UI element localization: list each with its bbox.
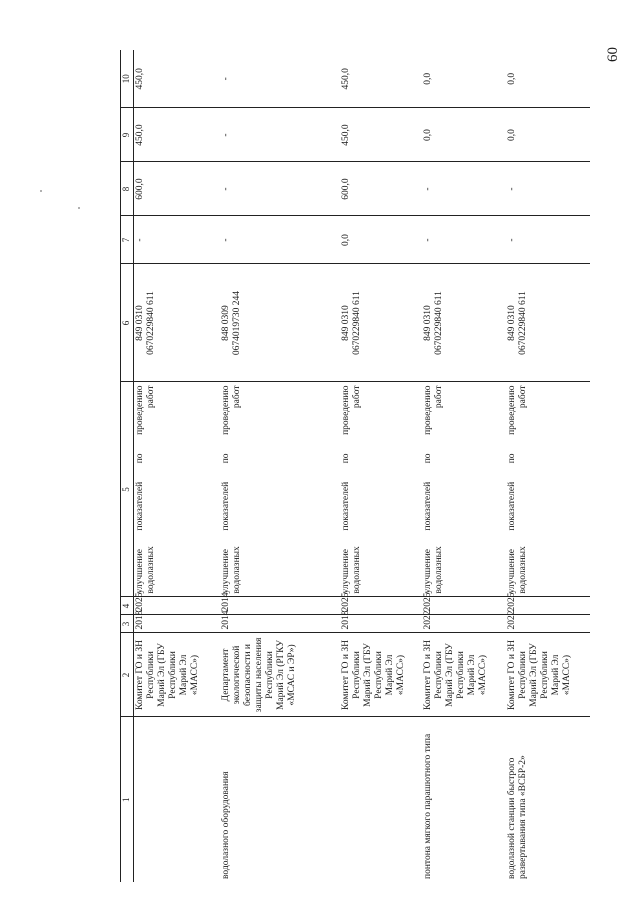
scan-speck — [78, 207, 80, 209]
column-number: 2 — [121, 633, 134, 717]
start-year-cell: 2014 — [220, 615, 340, 633]
budget-code-line: 0670229840 611 — [351, 291, 362, 355]
start-year-cell: 2018 — [134, 615, 220, 633]
end-year-cell: 2025 — [506, 597, 590, 615]
amount-cell: 0,0 — [506, 108, 590, 162]
item-name-cell: понтона мягкого парашютного типа — [422, 733, 433, 879]
amount-cell: 0,0 — [422, 50, 506, 108]
scan-speck — [40, 190, 42, 192]
amount-cell: 0,0 — [422, 108, 506, 162]
budget-code-cell — [506, 264, 590, 382]
budget-table — [120, 50, 590, 882]
executor-cell: Комитет ГО и ЗН Республики Марий Эл (ГБУ Республики Марий Эл «МАСС») — [422, 633, 506, 717]
item-name-cell — [134, 717, 220, 882]
column-number: 5 — [121, 382, 134, 597]
result-cell: улучшение показателей по проведению водолазных работ — [422, 382, 506, 597]
amount-cell: - — [422, 162, 506, 216]
executor-cell: Комитет ГО и ЗН Республики Марий Эл (ГБУ Республики Марий Эл «МАСС») — [340, 633, 422, 717]
page-number: 60 — [605, 47, 621, 62]
amount-cell: 0,0 — [340, 216, 422, 264]
column-number: 6 — [121, 264, 134, 382]
column-number: 7 — [121, 216, 134, 264]
amount-cell: - — [220, 108, 340, 162]
table-row — [134, 50, 220, 882]
result-cell: улучшение показателей по проведению водолазных работ — [220, 382, 340, 597]
item-name-cell: водолазного оборудования — [220, 771, 231, 879]
amount-cell: - — [134, 216, 220, 264]
executor-cell: Департамент экологической безопасности и защиты населения Республики Марий Эл (РГКУ «МСАС и ЭР») — [220, 633, 340, 717]
amount-cell: - — [220, 50, 340, 108]
budget-code-cell — [134, 264, 220, 382]
budget-code-cell — [340, 264, 422, 382]
amount-cell: 600,0 — [134, 162, 220, 216]
item-name-cell — [340, 717, 422, 882]
start-year-cell: 2022 — [422, 615, 506, 633]
amount-cell: - — [506, 216, 590, 264]
budget-code-line: 0670229840 611 — [146, 291, 156, 355]
budget-code-line: 849 0310 — [422, 305, 433, 341]
amount-cell: - — [506, 162, 590, 216]
result-cell: улучшение показателей по проведению водолазных работ — [340, 382, 422, 597]
result-cell: улучшение показателей по проведению водолазных работ — [134, 382, 220, 597]
table-row — [506, 50, 590, 882]
column-number: 8 — [121, 162, 134, 216]
amount-cell: 450,0 — [340, 50, 422, 108]
amount-cell: - — [422, 216, 506, 264]
budget-code-line: 849 0310 — [340, 305, 351, 341]
item-name-cell: водолазной станции быстрого развертывания типа «ВСБР-2» — [506, 755, 528, 879]
column-number: 3 — [121, 615, 134, 633]
amount-cell: - — [220, 162, 340, 216]
amount-cell: 450,0 — [134, 50, 220, 108]
table-row — [340, 50, 422, 882]
end-year-cell: 2025 — [340, 597, 422, 615]
column-number-row — [121, 50, 134, 882]
table-row — [422, 50, 506, 882]
budget-code-line: 849 0310 — [506, 305, 517, 341]
amount-cell: 450,0 — [340, 108, 422, 162]
end-year-cell: 2025 — [422, 597, 506, 615]
amount-cell: 450,0 — [134, 108, 220, 162]
column-number: 4 — [121, 597, 134, 615]
column-number: 1 — [121, 717, 134, 882]
column-number: 9 — [121, 108, 134, 162]
executor-cell: Комитет ГО и ЗН Республики Марий Эл (ГБУ Республики Марий Эл «МАСС») — [506, 633, 590, 717]
budget-code-line: 848 0309 — [220, 305, 231, 341]
amount-cell: - — [220, 216, 340, 264]
start-year-cell: 2018 — [340, 615, 422, 633]
amount-cell: 600,0 — [340, 162, 422, 216]
start-year-cell: 2022 — [506, 615, 590, 633]
budget-code-cell — [220, 264, 340, 382]
table-row — [220, 50, 340, 882]
end-year-cell: 2025 — [134, 597, 220, 615]
budget-code-line: 849 0310 — [135, 305, 145, 341]
column-number: 10 — [121, 50, 134, 108]
budget-code-line: 0670229840 611 — [433, 291, 444, 355]
result-cell: улучшение показателей по проведению водолазных работ — [506, 382, 590, 597]
end-year-cell: 2014 — [220, 597, 340, 615]
budget-code-line: 0670229840 611 — [517, 291, 528, 355]
amount-cell: 0,0 — [506, 50, 590, 108]
budget-code-cell — [422, 264, 506, 382]
executor-cell: Комитет ГО и ЗН Республики Марий Эл (ГБУ Республики Марий Эл «МАСС») — [134, 633, 220, 717]
budget-code-line: 0674019730 244 — [231, 290, 242, 356]
